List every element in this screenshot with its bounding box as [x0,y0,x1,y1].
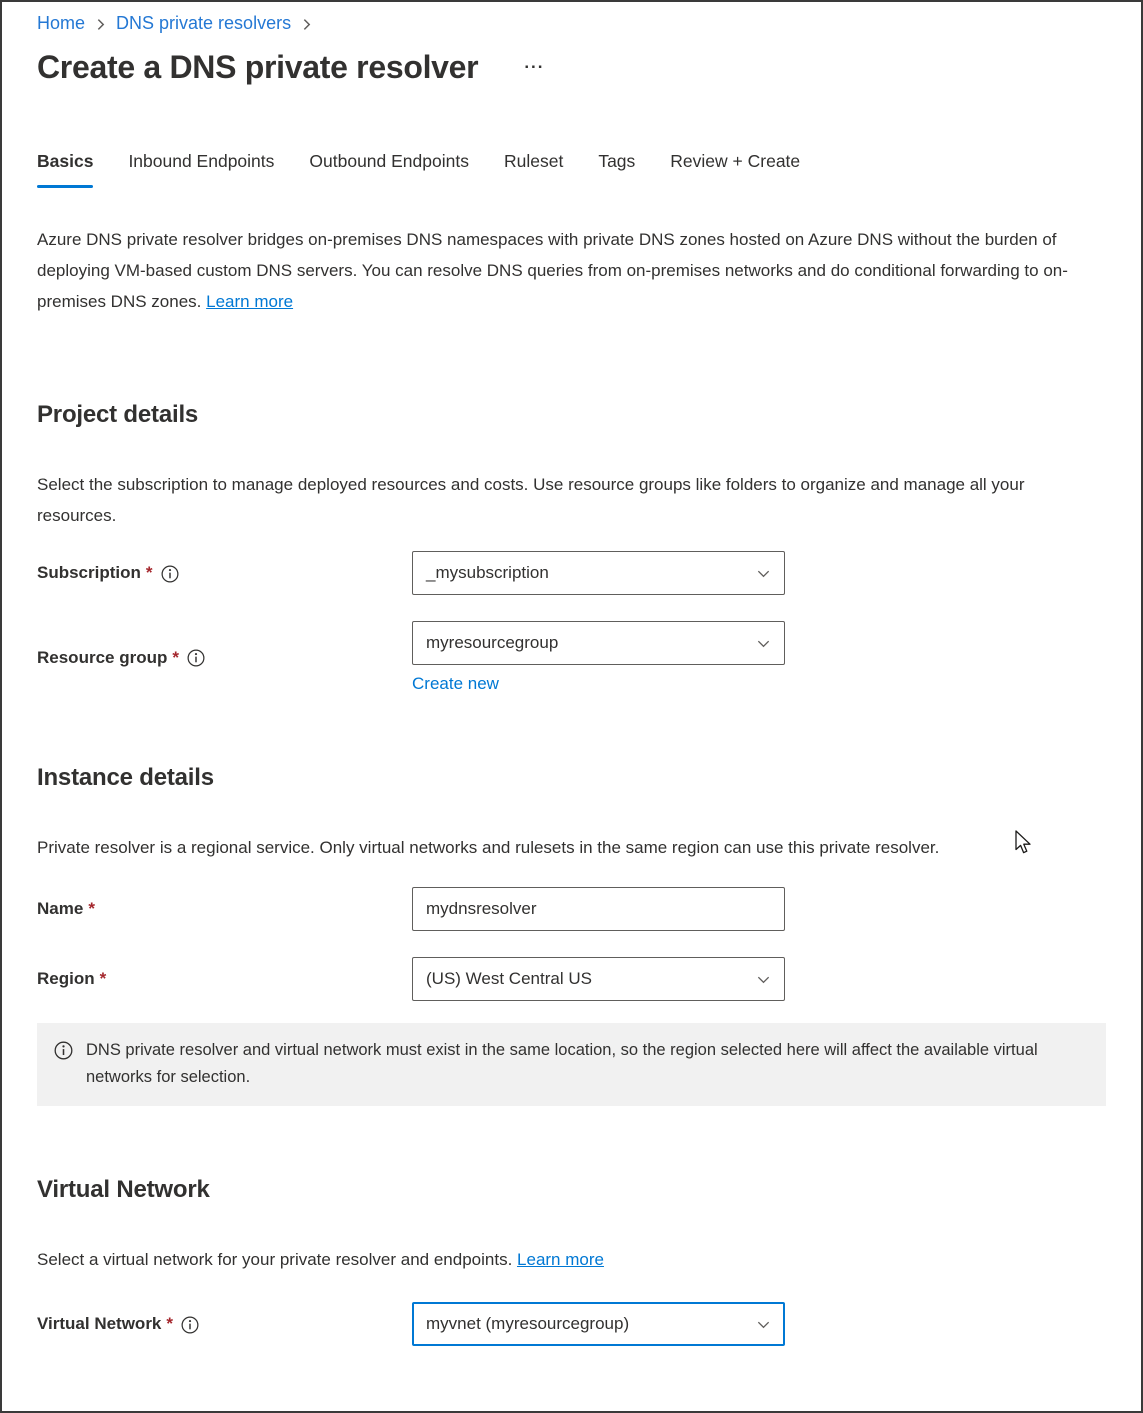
tab-ruleset[interactable]: Ruleset [503,151,564,171]
info-icon [54,1041,73,1060]
region-label: Region * [37,969,107,988]
wizard-tabs [37,151,1106,188]
create-dns-private-resolver-page [2,13,1141,1346]
region-row [37,957,1106,1001]
name-label: Name * [37,899,95,918]
chevron-down-icon [756,636,771,651]
tab-outbound-endpoints[interactable]: Outbound Endpoints [309,151,469,171]
chevron-down-icon [756,1317,771,1332]
region-dropdown[interactable] [412,957,785,1001]
required-marker: * [166,1314,174,1333]
info-icon[interactable] [161,565,179,583]
name-input[interactable] [412,887,785,931]
required-marker: * [145,563,153,582]
create-new-resource-group-link[interactable]: Create new [412,674,499,693]
resource-group-value: myresourcegroup [426,633,559,652]
instance-details-description: Private resolver is a regional service. Only virtual networks and rulesets in the same region can use this private resolver. [37,838,940,857]
chevron-down-icon [756,566,771,581]
resource-group-row [37,621,1106,694]
virtual-network-value: myvnet (myresourcegroup) [426,1314,630,1333]
virtual-network-heading: Virtual Network [37,1176,210,1203]
virtual-network-dropdown[interactable] [412,1302,785,1346]
page-header [37,47,1106,87]
page-title: Create a DNS private resolver [37,49,479,85]
info-icon[interactable] [181,1316,199,1334]
region-info-banner [37,1023,1106,1106]
chevron-down-icon [756,972,771,987]
required-marker: * [88,899,95,918]
subscription-label: Subscription * [37,563,412,583]
virtual-network-row [37,1302,1106,1346]
subscription-row [37,551,1106,595]
intro-text [37,224,1106,317]
intro-learn-more-link[interactable]: Learn more [206,292,294,311]
tab-tags[interactable]: Tags [598,151,636,171]
tab-basics[interactable]: Basics [37,151,93,188]
subscription-value: _mysubscription [426,563,549,582]
breadcrumb [37,13,1106,34]
name-row [37,887,1106,931]
instance-details-heading: Instance details [37,764,214,791]
intro-body: Azure DNS private resolver bridges on-premises DNS namespaces with private DNS zones hosted on Azure DNS without the burden of deploying VM-based custom DNS servers. You can resolve DNS queries from on-premises networks and do conditional forwarding to on-premises DNS zones. [37,230,1068,311]
region-info-banner-text: DNS private resolver and virtual network must exist in the same location, so the region selected here will affect the available virtual networks for selection. [86,1041,1038,1086]
chevron-right-icon [300,18,313,31]
tab-inbound-endpoints[interactable]: Inbound Endpoints [128,151,275,171]
virtual-network-label: Virtual Network * [37,1314,412,1334]
resource-group-dropdown[interactable] [412,621,785,665]
virtual-network-description: Select a virtual network for your private resolver and endpoints. Learn more [37,1250,604,1269]
subscription-dropdown[interactable] [412,551,785,595]
required-marker: * [172,647,179,667]
ellipsis-menu-button[interactable]: ... [520,49,548,77]
info-icon[interactable] [187,649,205,667]
project-details-heading: Project details [37,401,199,428]
chevron-right-icon [94,18,107,31]
project-details-description: Select the subscription to manage deployed resources and costs. Use resource groups like folders to organize and manage all your resources. [37,475,1025,525]
region-value: (US) West Central US [426,969,592,988]
required-marker: * [99,969,107,988]
breadcrumb-link-home[interactable]: Home [37,13,86,33]
tab-review-create[interactable]: Review + Create [670,151,801,171]
resource-group-label: Resource group * [37,648,412,668]
virtual-network-learn-more-link[interactable]: Learn more [517,1250,604,1269]
breadcrumb-link-dns-private-resolvers[interactable]: DNS private resolvers [116,13,292,33]
